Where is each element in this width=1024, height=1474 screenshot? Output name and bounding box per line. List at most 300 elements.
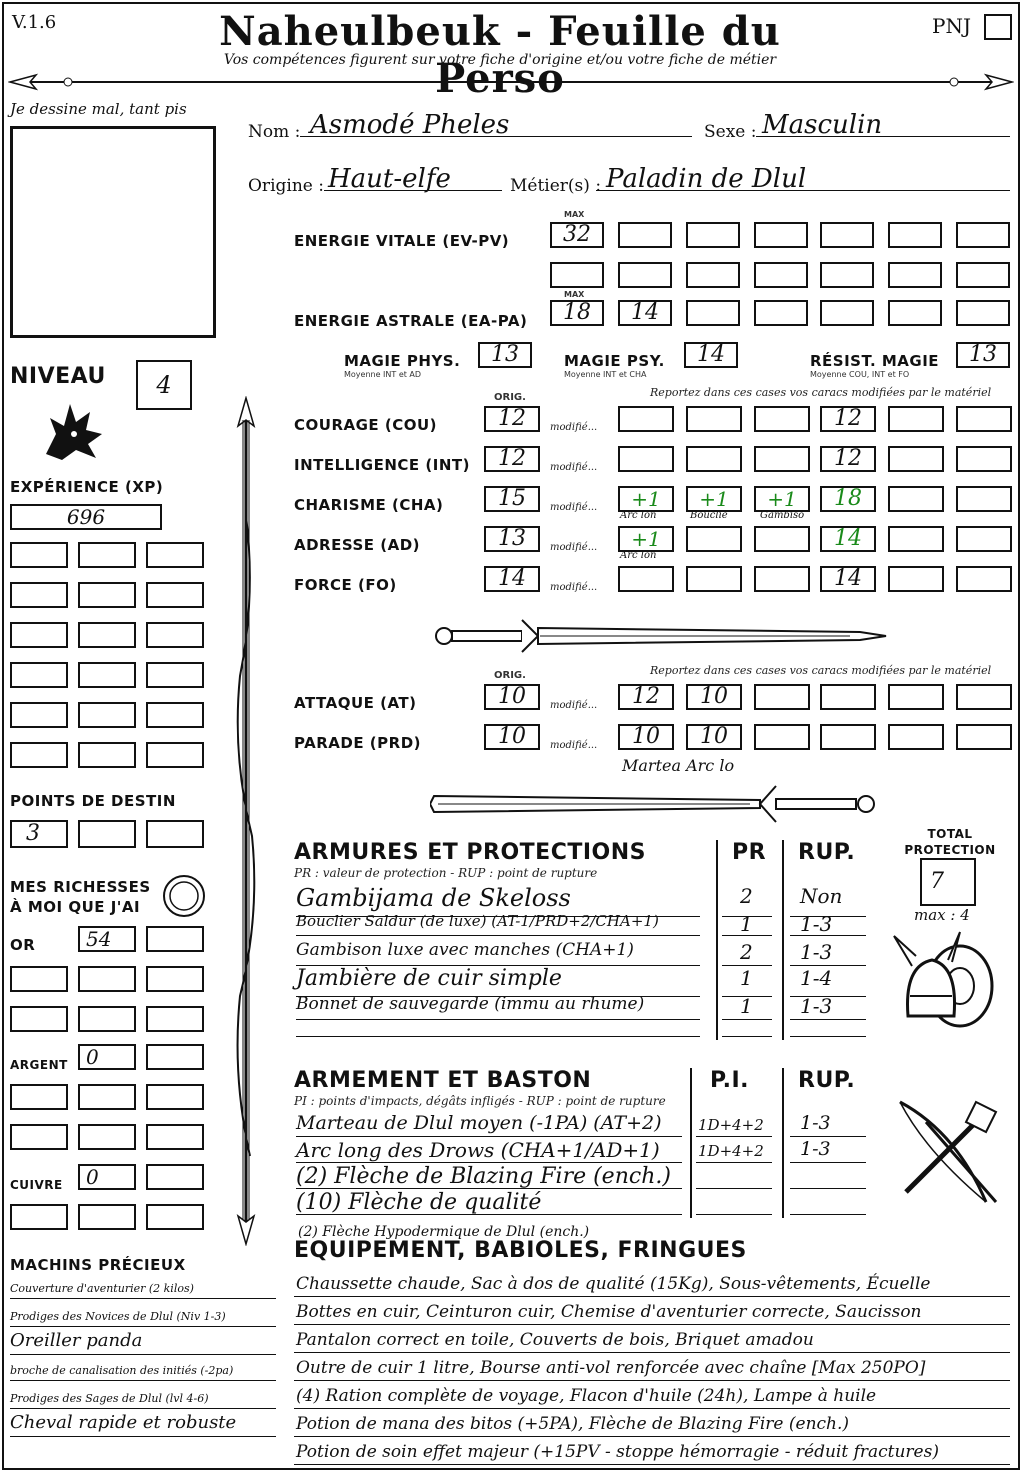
armure-pr[interactable]: 1 [740, 994, 753, 1018]
total-protection-max: max : 4 [914, 906, 970, 924]
carac-empty-box[interactable] [888, 486, 944, 512]
experience-history-box[interactable] [146, 622, 204, 648]
arme-line [696, 1188, 772, 1189]
at-orig-box[interactable] [484, 684, 540, 710]
magie-phys-value: 13 [491, 342, 519, 367]
ad-mod-box[interactable] [820, 526, 876, 552]
destin-value: 3 [26, 821, 40, 846]
equipement-line[interactable]: Outre de cuir 1 litre, Bourse anti-vol renforcée avec chaîne [Max 250PO] [296, 1358, 926, 1378]
ea-current-box[interactable] [618, 300, 672, 326]
armure-line [722, 1036, 772, 1037]
arme-line [790, 1162, 866, 1163]
destin-box-3[interactable] [146, 820, 204, 848]
ev-max-label: MAX [564, 210, 585, 219]
money-box[interactable] [78, 1006, 136, 1032]
at-mod-2: 10 [700, 684, 728, 709]
equipement-rule [294, 1464, 1010, 1465]
equipement-line[interactable]: Potion de soin effet majeur (+15PV - stoppe hémorragie - réduit fractures) [296, 1442, 939, 1462]
experience-history-box[interactable] [146, 742, 204, 768]
ea-current-value: 14 [631, 300, 659, 325]
machins-item[interactable]: broche de canalisation des initiés (-2pa) [10, 1364, 234, 1377]
pnj-label: PNJ [932, 14, 971, 38]
arme-line [696, 1162, 772, 1163]
cou-modifie-label: modifié... [550, 422, 598, 433]
arme-name[interactable]: (2) Flèche de Blazing Fire (ench.) [296, 1164, 671, 1189]
money-box[interactable] [78, 966, 136, 992]
armure-name[interactable]: Bouclier Saldur (de luxe) (AT-1/PRD+2/CHA+1) [296, 912, 659, 930]
experience-history-box[interactable] [78, 742, 136, 768]
experience-label: EXPÉRIENCE (XP) [10, 478, 164, 496]
carac-empty-box[interactable] [686, 526, 742, 552]
experience-history-box[interactable] [146, 542, 204, 568]
combat-empty-box[interactable] [956, 724, 1012, 750]
ad-modifie-label: modifié... [550, 542, 598, 553]
experience-value: 696 [66, 505, 106, 529]
money-box[interactable] [146, 1124, 204, 1150]
carac-empty-box[interactable] [888, 566, 944, 592]
equipement-rule [294, 1380, 1010, 1381]
equipement-line[interactable]: Pantalon correct en toile, Couverts de bois, Briquet amadou [296, 1330, 814, 1350]
cha-bonus-3: +1 [767, 487, 797, 511]
int-orig-value: 12 [498, 446, 526, 471]
experience-history-box[interactable] [78, 542, 136, 568]
ea-box[interactable] [754, 300, 808, 326]
equipement-rule [294, 1324, 1010, 1325]
machins-item[interactable]: Couverture d'aventurier (2 kilos) [10, 1282, 194, 1295]
resist-magie-note: Moyenne COU, INT et FO [810, 370, 910, 379]
arme-line [296, 1162, 682, 1163]
niveau-label: NIVEAU [10, 364, 106, 389]
cha-mod-box[interactable] [820, 486, 876, 512]
fo-orig-box[interactable] [484, 566, 540, 592]
combat-empty-box[interactable] [754, 684, 810, 710]
cou-label: COURAGE (COU) [294, 416, 438, 434]
cou-orig-box[interactable] [484, 406, 540, 432]
arme-line [696, 1136, 772, 1137]
fo-modifie-label: modifié... [550, 582, 598, 593]
ev-box[interactable] [618, 222, 672, 248]
money-box[interactable] [146, 1204, 204, 1230]
combat-empty-box[interactable] [888, 684, 944, 710]
armures-divider [716, 840, 718, 1040]
money-box[interactable] [78, 1204, 136, 1230]
ad-bonus-box-1[interactable] [618, 526, 674, 552]
machins-item[interactable]: Prodiges des Novices de Dlul (Niv 1-3) [10, 1310, 226, 1323]
money-box[interactable] [146, 1084, 204, 1110]
experience-history-box[interactable] [78, 622, 136, 648]
arme-line [790, 1136, 866, 1137]
money-box[interactable] [10, 1006, 68, 1032]
ad-bonus-1-source: Arc lon [620, 550, 657, 561]
origine-value[interactable]: Haut-elfe [328, 164, 451, 194]
coin-icon [160, 872, 208, 920]
magie-psy-note: Moyenne INT et CHA [564, 370, 647, 379]
prd-label: PARADE (PRD) [294, 734, 422, 752]
equipement-rule [294, 1436, 1010, 1437]
armures-divider [782, 840, 784, 1040]
destin-box-1[interactable] [10, 820, 68, 848]
ea-box[interactable] [820, 300, 874, 326]
cou-mod-value: 12 [834, 406, 862, 431]
machins-label: MACHINS PRÉCIEUX [10, 1256, 186, 1274]
at-mod-box-2[interactable] [686, 684, 742, 710]
magie-phys-note: Moyenne INT et AD [344, 370, 422, 379]
resist-magie-box[interactable] [956, 342, 1010, 368]
ea-label: ENERGIE ASTRALE (EA-PA) [294, 312, 528, 330]
pnj-checkbox[interactable] [984, 14, 1012, 40]
arme-name[interactable]: (10) Flèche de qualité [296, 1190, 542, 1215]
armure-line [722, 935, 772, 936]
prd-modifie-label: modifié... [550, 740, 598, 751]
cha-orig-value: 15 [498, 486, 526, 511]
int-label: INTELLIGENCE (INT) [294, 456, 470, 474]
armement-note: PI : points d'impacts, dégâts infligés - RUP : point de rupture [294, 1094, 666, 1108]
arme-line [790, 1188, 866, 1189]
carac-empty-box[interactable] [888, 406, 944, 432]
machins-line [10, 1380, 276, 1381]
machins-line [10, 1298, 276, 1299]
weapons-icon [886, 1092, 1006, 1212]
origine-label: Origine : [248, 176, 324, 196]
int-mod-box[interactable] [820, 446, 876, 472]
cuivre-box[interactable] [78, 1164, 136, 1190]
cha-bonus-1: +1 [631, 487, 661, 511]
cou-orig-value: 12 [498, 406, 526, 431]
cou-mod-box[interactable] [820, 406, 876, 432]
machins-line [10, 1354, 276, 1355]
experience-history-box[interactable] [10, 542, 68, 568]
ev-max-value: 32 [563, 222, 591, 247]
money-box[interactable] [146, 1006, 204, 1032]
argent-label: ARGENT [10, 1058, 68, 1072]
armure-name[interactable]: Jambière de cuir simple [296, 966, 562, 991]
equipement-line[interactable]: Chaussette chaude, Sac à dos de qualité (15Kg), Sous-vêtements, Écuelle [296, 1274, 931, 1294]
dragon-icon [36, 394, 108, 466]
carac-empty-box[interactable] [956, 446, 1012, 472]
niveau-box[interactable] [136, 360, 192, 410]
int-modifie-label: modifié... [550, 462, 598, 473]
prd-mod-box-1[interactable] [618, 724, 674, 750]
experience-history-box[interactable] [78, 582, 136, 608]
money-box[interactable] [10, 1084, 68, 1110]
arme-line [696, 1214, 772, 1215]
cha-bonus-2-source: Bouclie [690, 510, 728, 521]
caracs-modif-note: Reportez dans ces cases vos caracs modifiées par le matériel [650, 386, 992, 399]
machins-item[interactable]: Oreiller panda [10, 1330, 143, 1351]
money-box[interactable] [10, 1124, 68, 1150]
armure-line [296, 935, 700, 936]
combat-empty-box[interactable] [754, 724, 810, 750]
cha-bonus-box-1[interactable] [618, 486, 674, 512]
armure-line [722, 1019, 772, 1020]
combat-empty-box[interactable] [820, 684, 876, 710]
experience-history-box[interactable] [10, 702, 68, 728]
richesses-label-2: À MOI QUE J'AI [10, 898, 141, 916]
armement-extra[interactable]: (2) Flèche Hypodermique de Dlul (ench.) [298, 1224, 590, 1240]
prd-mod-2: 10 [700, 724, 728, 749]
armement-divider [690, 1068, 692, 1218]
armure-line [790, 935, 866, 936]
portrait-frame[interactable] [10, 126, 216, 338]
cha-bonus-3-source: Gambiso [760, 510, 805, 521]
cuivre-label: CUIVRE [10, 1178, 63, 1192]
ad-orig-box[interactable] [484, 526, 540, 552]
magie-psy-value: 14 [697, 342, 725, 367]
experience-history-box[interactable] [78, 702, 136, 728]
cha-mod-value: 18 [834, 486, 862, 511]
ea-box[interactable] [686, 300, 740, 326]
cha-bonus-box-3[interactable] [754, 486, 810, 512]
armure-rup[interactable]: 1-3 [800, 940, 833, 964]
armure-name[interactable]: Bonnet de sauvegarde (immu au rhume) [296, 994, 645, 1014]
cha-bonus-1-source: Arc lon [620, 510, 657, 521]
int-mod-value: 12 [834, 446, 862, 471]
carac-empty-box[interactable] [956, 566, 1012, 592]
ev-box[interactable] [820, 262, 874, 288]
at-mod-box-1[interactable] [618, 684, 674, 710]
cha-modifie-label: modifié... [550, 502, 598, 513]
armure-rup[interactable]: 1-3 [800, 994, 833, 1018]
niveau-value: 4 [156, 371, 172, 399]
version-label: V.1.6 [12, 12, 57, 33]
machins-line [10, 1436, 276, 1437]
armure-line [790, 1019, 866, 1020]
carac-empty-box[interactable] [618, 446, 674, 472]
or-box-2[interactable] [146, 926, 204, 952]
cha-bonus-box-2[interactable] [686, 486, 742, 512]
ev-label: ENERGIE VITALE (EV-PV) [294, 232, 510, 250]
total-protection-label: TOTAL PROTECTION [904, 827, 996, 857]
combat-empty-box[interactable] [956, 684, 1012, 710]
money-box[interactable] [78, 1124, 136, 1150]
arme-line [790, 1214, 866, 1215]
sword-icon [430, 612, 890, 660]
ad-label: ADRESSE (AD) [294, 536, 421, 554]
carac-empty-box[interactable] [956, 486, 1012, 512]
armures-pr-label: PR [732, 840, 767, 865]
ea-max-value: 18 [563, 300, 591, 325]
carac-empty-box[interactable] [618, 406, 674, 432]
or-box[interactable] [78, 926, 136, 952]
experience-history-box[interactable] [10, 742, 68, 768]
money-box[interactable] [78, 1084, 136, 1110]
at-mod-1: 12 [632, 684, 660, 709]
carac-empty-box[interactable] [754, 566, 810, 592]
resist-magie-value: 13 [969, 342, 997, 367]
combat-empty-box[interactable] [888, 724, 944, 750]
experience-history-box[interactable] [10, 622, 68, 648]
armement-divider [782, 1068, 784, 1218]
combat-orig-label: ORIG. [494, 670, 526, 681]
spear-icon [230, 396, 262, 1246]
armement-rup-label: RUP. [798, 1068, 856, 1093]
at-modifie-label: modifié... [550, 700, 598, 711]
ad-mod-value: 14 [834, 526, 862, 551]
armure-line [296, 1036, 700, 1037]
arme-rup[interactable]: 1-3 [800, 1112, 831, 1134]
metier-value[interactable]: Paladin de Dlul [606, 164, 807, 194]
combat-empty-box[interactable] [820, 724, 876, 750]
ev-box[interactable] [686, 222, 740, 248]
ev-box[interactable] [820, 222, 874, 248]
int-orig-box[interactable] [484, 446, 540, 472]
arme-name[interactable]: Arc long des Drows (CHA+1/AD+1) [296, 1138, 660, 1162]
armement-pi-label: P.I. [710, 1068, 749, 1093]
carac-empty-box[interactable] [888, 526, 944, 552]
equipement-rule [294, 1408, 1010, 1409]
armures-note: PR : valeur de protection - RUP : point de rupture [294, 866, 598, 880]
fo-mod-box[interactable] [820, 566, 876, 592]
money-box[interactable] [10, 1204, 68, 1230]
portrait-caption: Je dessine mal, tant pis [10, 100, 187, 118]
total-protection-value: 7 [930, 869, 944, 894]
resist-magie-label: RÉSIST. MAGIE [810, 352, 940, 370]
money-box[interactable] [10, 966, 68, 992]
ea-box[interactable] [956, 300, 1010, 326]
machins-line [10, 1408, 276, 1409]
prd-mod-1: 10 [632, 724, 660, 749]
experience-box[interactable] [10, 504, 162, 530]
ea-box[interactable] [888, 300, 942, 326]
destin-label: POINTS DE DESTIN [10, 792, 176, 810]
carac-empty-box[interactable] [754, 446, 810, 472]
ea-max-label: MAX [564, 290, 585, 299]
cuivre-value: 0 [86, 1165, 99, 1189]
prd-mod-box-2[interactable] [686, 724, 742, 750]
experience-history-box[interactable] [146, 582, 204, 608]
total-protection-box[interactable] [920, 858, 976, 906]
armures-rup-label: RUP. [798, 840, 856, 865]
equipement-title: EQUIPEMENT, BABIOLES, FRINGUES [294, 1238, 747, 1263]
fo-label: FORCE (FO) [294, 576, 397, 594]
magie-psy-box[interactable] [684, 342, 738, 368]
experience-history-box[interactable] [146, 662, 204, 688]
armure-rup[interactable]: 1-3 [800, 912, 833, 936]
ad-bonus-1: +1 [631, 527, 661, 551]
machins-item[interactable]: Cheval rapide et robuste [10, 1412, 237, 1433]
armure-pr[interactable]: 2 [740, 940, 753, 964]
or-label: OR [10, 936, 36, 954]
experience-history-box[interactable] [10, 582, 68, 608]
combat-modif-note: Reportez dans ces cases vos caracs modifiées par le matériel [650, 664, 992, 677]
ev-box[interactable] [888, 222, 942, 248]
spear-divider-icon [8, 70, 1014, 94]
armure-pr[interactable]: 2 [740, 884, 753, 908]
equipement-line[interactable]: Potion de mana des bitos (+5PA), Flèche de Blazing Fire (ench.) [296, 1414, 850, 1434]
armure-line [296, 1019, 700, 1020]
caracs-orig-label: ORIG. [494, 392, 526, 403]
helmet-shield-icon [888, 926, 998, 1036]
equipement-line[interactable]: (4) Ration complète de voyage, Flacon d'huile (24h), Lampe à huile [296, 1386, 877, 1406]
armure-pr[interactable]: 1 [740, 912, 753, 936]
at-orig-value: 10 [498, 684, 526, 709]
arme-pi[interactable]: 1D+4+2 [698, 1116, 764, 1134]
arme-pi[interactable]: 1D+4+2 [698, 1142, 764, 1160]
combat-note: Martea Arc lo [622, 756, 735, 775]
carac-empty-box[interactable] [956, 406, 1012, 432]
cha-bonus-2: +1 [699, 487, 729, 511]
prd-orig-box[interactable] [484, 724, 540, 750]
sexe-label: Sexe : [704, 122, 757, 142]
carac-empty-box[interactable] [754, 526, 810, 552]
armures-title: ARMURES ET PROTECTIONS [294, 840, 646, 865]
machins-item[interactable]: Prodiges des Sages de Dlul (lvl 4-6) [10, 1392, 209, 1405]
fo-orig-value: 14 [498, 566, 526, 591]
money-box[interactable] [146, 1044, 204, 1070]
equipement-line[interactable]: Bottes en cuir, Ceinturon cuir, Chemise d'aventurier correcte, Saucisson [296, 1302, 922, 1322]
carac-empty-box[interactable] [618, 566, 674, 592]
carac-empty-box[interactable] [754, 406, 810, 432]
armure-rup[interactable]: Non [800, 884, 843, 908]
nom-value[interactable]: Asmodé Pheles [310, 110, 510, 140]
armure-name[interactable]: Gambijama de Skeloss [296, 884, 571, 912]
magie-phys-box[interactable] [478, 342, 532, 368]
money-box[interactable] [146, 1164, 204, 1190]
ev-box[interactable] [888, 262, 942, 288]
cha-orig-box[interactable] [484, 486, 540, 512]
ev-box[interactable] [956, 222, 1010, 248]
ev-box[interactable] [618, 262, 672, 288]
experience-history-box[interactable] [78, 662, 136, 688]
carac-empty-box[interactable] [686, 406, 742, 432]
arme-rup[interactable]: 1-3 [800, 1138, 831, 1160]
argent-value: 0 [86, 1045, 99, 1069]
ev-max-box[interactable] [550, 222, 604, 248]
magie-psy-label: MAGIE PSY. [564, 352, 665, 370]
sheet-title: Naheulbeuk - Feuille du Perso [219, 8, 781, 102]
arme-line [296, 1136, 682, 1137]
ev-box[interactable] [956, 262, 1010, 288]
or-value: 54 [86, 927, 112, 951]
carac-empty-box[interactable] [686, 446, 742, 472]
nom-label: Nom : [248, 122, 301, 142]
arme-name[interactable]: Marteau de Dlul moyen (-1PA) (AT+2) [296, 1112, 662, 1134]
destin-box-2[interactable] [78, 820, 136, 848]
armement-title: ARMEMENT ET BASTON [294, 1068, 592, 1093]
sheet-subtitle: Vos compétences figurent sur votre fiche d'origine et/ou votre fiche de métier [223, 52, 777, 68]
ad-orig-value: 13 [498, 526, 526, 551]
equipement-rule [294, 1296, 1010, 1297]
magie-phys-label: MAGIE PHYS. [344, 352, 461, 370]
money-box[interactable] [146, 966, 204, 992]
ev-box[interactable] [754, 262, 808, 288]
richesses-label-1: MES RICHESSES [10, 878, 151, 896]
prd-orig-value: 10 [498, 724, 526, 749]
cha-label: CHARISME (CHA) [294, 496, 444, 514]
ev-box[interactable] [550, 262, 604, 288]
argent-box[interactable] [78, 1044, 136, 1070]
carac-empty-box[interactable] [956, 526, 1012, 552]
arme-line [296, 1188, 682, 1189]
ev-box[interactable] [686, 262, 740, 288]
machins-line [10, 1326, 276, 1327]
experience-history-box[interactable] [10, 662, 68, 688]
metier-label: Métier(s) : [510, 176, 602, 196]
at-label: ATTAQUE (AT) [294, 694, 417, 712]
carac-empty-box[interactable] [888, 446, 944, 472]
armure-rup[interactable]: 1-4 [800, 966, 833, 990]
carac-empty-box[interactable] [686, 566, 742, 592]
ev-box[interactable] [754, 222, 808, 248]
armure-pr[interactable]: 1 [740, 966, 753, 990]
experience-history-box[interactable] [146, 702, 204, 728]
ea-max-box[interactable] [550, 300, 604, 326]
sexe-value[interactable]: Masculin [762, 110, 883, 140]
arme-line [296, 1214, 682, 1215]
sword-icon [430, 780, 890, 828]
equipement-rule [294, 1352, 1010, 1353]
armure-name[interactable]: Gambison luxe avec manches (CHA+1) [296, 940, 634, 960]
